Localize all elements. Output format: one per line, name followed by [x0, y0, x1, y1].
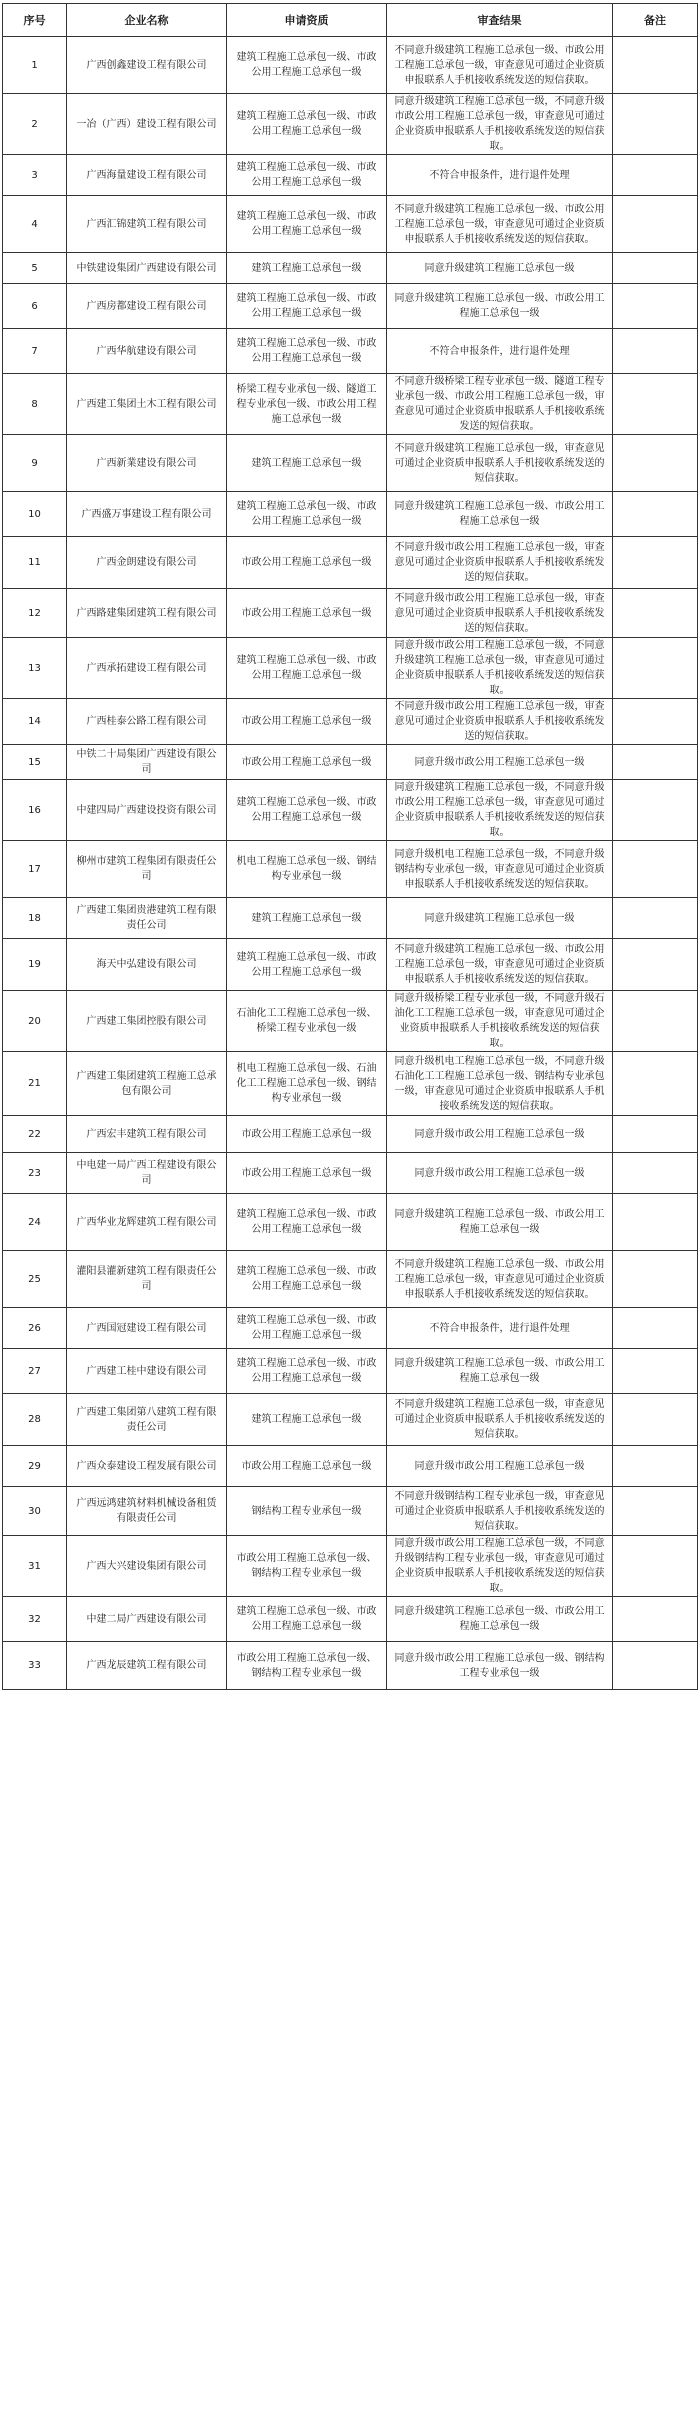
table-row	[3, 991, 698, 1052]
qualification-cell: 建筑工程施工总承包一级	[227, 1394, 387, 1446]
qualification-cell: 市政公用工程施工总承包一级	[227, 1446, 387, 1487]
qualification-cell: 市政公用工程施工总承包一级、钢结构工程专业承包一级	[227, 1536, 387, 1597]
table-row	[3, 374, 698, 435]
company-name-cell: 灌阳县灌新建筑工程有限责任公司	[67, 1251, 227, 1308]
seq-cell: 25	[3, 1251, 67, 1308]
qualification-cell: 建筑工程施工总承包一级、市政公用工程施工总承包一级	[227, 1194, 387, 1251]
seq-cell: 1	[3, 37, 67, 94]
qualification-cell: 建筑工程施工总承包一级、市政公用工程施工总承包一级	[227, 94, 387, 155]
company-name-cell: 一冶（广西）建设工程有限公司	[67, 94, 227, 155]
seq-cell: 23	[3, 1153, 67, 1194]
company-name-cell: 中电建一局广西工程建设有限公司	[67, 1153, 227, 1194]
table-row	[3, 1394, 698, 1446]
result-cell: 同意升级建筑工程施工总承包一级	[387, 898, 613, 939]
qualification-cell: 石油化工工程施工总承包一级、桥梁工程专业承包一级	[227, 991, 387, 1052]
remark-cell	[613, 374, 698, 435]
table-row	[3, 492, 698, 537]
qualification-cell: 桥梁工程专业承包一级、隧道工程专业承包一级、市政公用工程施工总承包一级	[227, 374, 387, 435]
table-row	[3, 589, 698, 638]
result-cell: 同意升级建筑工程施工总承包一级，不同意升级市政公用工程施工总承包一级，审查意见可通过企业资质申报联系人手机接收系统发送的短信获取。	[387, 94, 613, 155]
company-name-cell: 广西大兴建设集团有限公司	[67, 1536, 227, 1597]
table-row	[3, 537, 698, 589]
seq-cell: 19	[3, 939, 67, 991]
qualification-cell: 建筑工程施工总承包一级、市政公用工程施工总承包一级	[227, 638, 387, 699]
result-cell: 不符合申报条件，进行退件处理	[387, 329, 613, 374]
table-row	[3, 898, 698, 939]
table-row	[3, 699, 698, 745]
qualification-cell: 建筑工程施工总承包一级、市政公用工程施工总承包一级	[227, 780, 387, 841]
seq-cell: 4	[3, 196, 67, 253]
result-cell: 不同意升级钢结构工程专业承包一级，审查意见可通过企业资质申报联系人手机接收系统发送的短信获取。	[387, 1487, 613, 1536]
qualification-review-table	[2, 3, 698, 1690]
remark-cell	[613, 492, 698, 537]
remark-cell	[613, 939, 698, 991]
result-cell: 不同意升级建筑工程施工总承包一级、市政公用工程施工总承包一级，审查意见可通过企业资质申报联系人手机接收系统发送的短信获取。	[387, 37, 613, 94]
company-name-cell: 广西远鸿建筑材料机械设备租赁有限责任公司	[67, 1487, 227, 1536]
seq-cell: 8	[3, 374, 67, 435]
seq-cell: 2	[3, 94, 67, 155]
table-row	[3, 1642, 698, 1690]
qualification-cell: 机电工程施工总承包一级、石油化工工程施工总承包一级、钢结构专业承包一级	[227, 1052, 387, 1116]
qualification-cell: 建筑工程施工总承包一级、市政公用工程施工总承包一级	[227, 1597, 387, 1642]
remark-cell	[613, 1194, 698, 1251]
seq-cell: 9	[3, 435, 67, 492]
company-name-cell: 广西国冠建设工程有限公司	[67, 1308, 227, 1349]
result-cell: 同意升级桥梁工程专业承包一级，不同意升级石油化工工程施工总承包一级，审查意见可通过企业资质申报联系人手机接收系统发送的短信获取。	[387, 991, 613, 1052]
remark-cell	[613, 991, 698, 1052]
remark-cell	[613, 253, 698, 284]
company-name-cell: 中建四局广西建设投资有限公司	[67, 780, 227, 841]
company-name-cell: 广西建工集团贵港建筑工程有限责任公司	[67, 898, 227, 939]
seq-cell: 29	[3, 1446, 67, 1487]
company-name-cell: 广西金朗建设有限公司	[67, 537, 227, 589]
qualification-cell: 建筑工程施工总承包一级、市政公用工程施工总承包一级	[227, 155, 387, 196]
qualification-cell: 建筑工程施工总承包一级	[227, 435, 387, 492]
table-row	[3, 780, 698, 841]
qualification-cell: 钢结构工程专业承包一级	[227, 1487, 387, 1536]
seq-cell: 14	[3, 699, 67, 745]
seq-cell: 30	[3, 1487, 67, 1536]
result-cell: 不同意升级桥梁工程专业承包一级、隧道工程专业承包一级、市政公用工程施工总承包一级，审查意见可通过企业资质申报联系人手机接收系统发送的短信获取。	[387, 374, 613, 435]
table-row	[3, 253, 698, 284]
company-name-cell: 广西路建集团建筑工程有限公司	[67, 589, 227, 638]
remark-cell	[613, 699, 698, 745]
result-cell: 同意升级机电工程施工总承包一级，不同意升级钢结构专业承包一级，审查意见可通过企业资质申报联系人手机接收系统发送的短信获取。	[387, 841, 613, 898]
result-cell: 不同意升级建筑工程施工总承包一级，审查意见可通过企业资质申报联系人手机接收系统发送的短信获取。	[387, 435, 613, 492]
table-row	[3, 1349, 698, 1394]
seq-cell: 27	[3, 1349, 67, 1394]
qualification-cell: 市政公用工程施工总承包一级	[227, 537, 387, 589]
result-cell: 同意升级市政公用工程施工总承包一级，不同意升级建筑工程施工总承包一级，审查意见可通过企业资质申报联系人手机接收系统发送的短信获取。	[387, 638, 613, 699]
table-row	[3, 284, 698, 329]
result-cell: 不同意升级建筑工程施工总承包一级、市政公用工程施工总承包一级，审查意见可通过企业资质申报联系人手机接收系统发送的短信获取。	[387, 196, 613, 253]
remark-cell	[613, 155, 698, 196]
qualification-cell: 建筑工程施工总承包一级、市政公用工程施工总承包一级	[227, 1308, 387, 1349]
seq-cell: 24	[3, 1194, 67, 1251]
remark-cell	[613, 1394, 698, 1446]
company-name-cell: 广西桂泰公路工程有限公司	[67, 699, 227, 745]
table-body	[3, 37, 698, 1690]
result-cell: 同意升级市政公用工程施工总承包一级	[387, 1116, 613, 1153]
result-cell: 同意升级建筑工程施工总承包一级、市政公用工程施工总承包一级	[387, 492, 613, 537]
remark-cell	[613, 1349, 698, 1394]
result-cell: 不同意升级市政公用工程施工总承包一级，审查意见可通过企业资质申报联系人手机接收系统发送的短信获取。	[387, 589, 613, 638]
company-name-cell: 广西新業建设有限公司	[67, 435, 227, 492]
seq-cell: 33	[3, 1642, 67, 1690]
qualification-cell: 建筑工程施工总承包一级、市政公用工程施工总承包一级	[227, 1251, 387, 1308]
result-cell: 同意升级建筑工程施工总承包一级、市政公用工程施工总承包一级	[387, 1597, 613, 1642]
seq-cell: 18	[3, 898, 67, 939]
result-cell: 同意升级市政公用工程施工总承包一级、钢结构工程专业承包一级	[387, 1642, 613, 1690]
remark-cell	[613, 1116, 698, 1153]
remark-cell	[613, 1308, 698, 1349]
result-cell: 同意升级建筑工程施工总承包一级、市政公用工程施工总承包一级	[387, 1349, 613, 1394]
table-row	[3, 155, 698, 196]
table-row	[3, 1536, 698, 1597]
result-cell: 同意升级市政公用工程施工总承包一级	[387, 745, 613, 780]
remark-cell	[613, 1052, 698, 1116]
seq-cell: 26	[3, 1308, 67, 1349]
table-row	[3, 1052, 698, 1116]
company-name-cell: 广西承拓建设工程有限公司	[67, 638, 227, 699]
result-cell: 同意升级市政公用工程施工总承包一级	[387, 1446, 613, 1487]
remark-cell	[613, 435, 698, 492]
table-row	[3, 1194, 698, 1251]
table-row	[3, 1116, 698, 1153]
remark-cell	[613, 196, 698, 253]
remark-cell	[613, 745, 698, 780]
remark-cell	[613, 94, 698, 155]
seq-cell: 15	[3, 745, 67, 780]
result-cell: 不同意升级建筑工程施工总承包一级，审查意见可通过企业资质申报联系人手机接收系统发送的短信获取。	[387, 1394, 613, 1446]
result-cell: 不同意升级建筑工程施工总承包一级、市政公用工程施工总承包一级，审查意见可通过企业资质申报联系人手机接收系统发送的短信获取。	[387, 1251, 613, 1308]
qualification-cell: 市政公用工程施工总承包一级	[227, 1153, 387, 1194]
remark-cell	[613, 780, 698, 841]
remark-cell	[613, 898, 698, 939]
company-name-cell: 中铁建设集团广西建设有限公司	[67, 253, 227, 284]
remark-cell	[613, 638, 698, 699]
qualification-cell: 机电工程施工总承包一级、钢结构专业承包一级	[227, 841, 387, 898]
company-name-cell: 中建二局广西建设有限公司	[67, 1597, 227, 1642]
company-name-cell: 广西建工集团第八建筑工程有限责任公司	[67, 1394, 227, 1446]
header-remark: 备注	[613, 4, 698, 37]
company-name-cell: 海天中弘建设有限公司	[67, 939, 227, 991]
table-row	[3, 1153, 698, 1194]
qualification-cell: 建筑工程施工总承包一级	[227, 253, 387, 284]
result-cell: 同意升级市政公用工程施工总承包一级	[387, 1153, 613, 1194]
seq-cell: 3	[3, 155, 67, 196]
company-name-cell: 广西华航建设有限公司	[67, 329, 227, 374]
table-row	[3, 1597, 698, 1642]
qualification-cell: 建筑工程施工总承包一级、市政公用工程施工总承包一级	[227, 37, 387, 94]
seq-cell: 21	[3, 1052, 67, 1116]
seq-cell: 31	[3, 1536, 67, 1597]
remark-cell	[613, 37, 698, 94]
company-name-cell: 广西华业龙辉建筑工程有限公司	[67, 1194, 227, 1251]
company-name-cell: 柳州市建筑工程集团有限责任公司	[67, 841, 227, 898]
company-name-cell: 广西建工集团土木工程有限公司	[67, 374, 227, 435]
seq-cell: 16	[3, 780, 67, 841]
remark-cell	[613, 329, 698, 374]
result-cell: 同意升级市政公用工程施工总承包一级，不同意升级钢结构工程专业承包一级，审查意见可通过企业资质申报联系人手机接收系统发送的短信获取。	[387, 1536, 613, 1597]
result-cell: 不同意升级市政公用工程施工总承包一级，审查意见可通过企业资质申报联系人手机接收系统发送的短信获取。	[387, 537, 613, 589]
result-cell: 不符合申报条件，进行退件处理	[387, 1308, 613, 1349]
remark-cell	[613, 841, 698, 898]
qualification-cell: 建筑工程施工总承包一级、市政公用工程施工总承包一级	[227, 196, 387, 253]
qualification-cell: 市政公用工程施工总承包一级	[227, 1116, 387, 1153]
qualification-cell: 市政公用工程施工总承包一级	[227, 745, 387, 780]
company-name-cell: 广西海量建设工程有限公司	[67, 155, 227, 196]
table-row	[3, 1308, 698, 1349]
table-row	[3, 1251, 698, 1308]
company-name-cell: 广西建工集团建筑工程施工总承包有限公司	[67, 1052, 227, 1116]
remark-cell	[613, 1153, 698, 1194]
table-row	[3, 329, 698, 374]
result-cell: 不同意升级市政公用工程施工总承包一级，审查意见可通过企业资质申报联系人手机接收系统发送的短信获取。	[387, 699, 613, 745]
table-row	[3, 196, 698, 253]
result-cell: 同意升级建筑工程施工总承包一级	[387, 253, 613, 284]
seq-cell: 12	[3, 589, 67, 638]
header-company: 企业名称	[67, 4, 227, 37]
remark-cell	[613, 284, 698, 329]
table-row	[3, 94, 698, 155]
seq-cell: 28	[3, 1394, 67, 1446]
table-row	[3, 435, 698, 492]
seq-cell: 10	[3, 492, 67, 537]
header-result: 审查结果	[387, 4, 613, 37]
table-header-row	[3, 4, 698, 37]
seq-cell: 13	[3, 638, 67, 699]
company-name-cell: 广西盛万事建设工程有限公司	[67, 492, 227, 537]
qualification-cell: 建筑工程施工总承包一级、市政公用工程施工总承包一级	[227, 492, 387, 537]
table-row	[3, 1487, 698, 1536]
table-row	[3, 841, 698, 898]
remark-cell	[613, 1487, 698, 1536]
result-cell: 同意升级建筑工程施工总承包一级、市政公用工程施工总承包一级	[387, 1194, 613, 1251]
table-row	[3, 638, 698, 699]
company-name-cell: 广西创鑫建设工程有限公司	[67, 37, 227, 94]
company-name-cell: 中铁二十局集团广西建设有限公司	[67, 745, 227, 780]
qualification-cell: 建筑工程施工总承包一级、市政公用工程施工总承包一级	[227, 329, 387, 374]
company-name-cell: 广西众泰建设工程发展有限公司	[67, 1446, 227, 1487]
company-name-cell: 广西建工桂中建设有限公司	[67, 1349, 227, 1394]
qualification-cell: 市政公用工程施工总承包一级	[227, 699, 387, 745]
company-name-cell: 广西宏丰建筑工程有限公司	[67, 1116, 227, 1153]
remark-cell	[613, 537, 698, 589]
seq-cell: 20	[3, 991, 67, 1052]
seq-cell: 7	[3, 329, 67, 374]
seq-cell: 32	[3, 1597, 67, 1642]
company-name-cell: 广西建工集团控股有限公司	[67, 991, 227, 1052]
remark-cell	[613, 1597, 698, 1642]
seq-cell: 6	[3, 284, 67, 329]
company-name-cell: 广西房都建设工程有限公司	[67, 284, 227, 329]
result-cell: 不符合申报条件，进行退件处理	[387, 155, 613, 196]
seq-cell: 22	[3, 1116, 67, 1153]
table-row	[3, 745, 698, 780]
header-qualification: 申请资质	[227, 4, 387, 37]
header-seq: 序号	[3, 4, 67, 37]
result-cell: 不同意升级建筑工程施工总承包一级、市政公用工程施工总承包一级，审查意见可通过企业资质申报联系人手机接收系统发送的短信获取。	[387, 939, 613, 991]
company-name-cell: 广西龙辰建筑工程有限公司	[67, 1642, 227, 1690]
qualification-cell: 建筑工程施工总承包一级、市政公用工程施工总承包一级	[227, 284, 387, 329]
qualification-cell: 市政公用工程施工总承包一级	[227, 589, 387, 638]
result-cell: 同意升级机电工程施工总承包一级，不同意升级石油化工工程施工总承包一级、钢结构专业承包一级，审查意见可通过企业资质申报联系人手机接收系统发送的短信获取。	[387, 1052, 613, 1116]
qualification-cell: 市政公用工程施工总承包一级、钢结构工程专业承包一级	[227, 1642, 387, 1690]
table-row	[3, 1446, 698, 1487]
seq-cell: 5	[3, 253, 67, 284]
table-row	[3, 37, 698, 94]
table-row	[3, 939, 698, 991]
qualification-cell: 建筑工程施工总承包一级、市政公用工程施工总承包一级	[227, 939, 387, 991]
remark-cell	[613, 1251, 698, 1308]
remark-cell	[613, 1536, 698, 1597]
seq-cell: 17	[3, 841, 67, 898]
seq-cell: 11	[3, 537, 67, 589]
qualification-cell: 建筑工程施工总承包一级、市政公用工程施工总承包一级	[227, 1349, 387, 1394]
qualification-cell: 建筑工程施工总承包一级	[227, 898, 387, 939]
result-cell: 同意升级建筑工程施工总承包一级，不同意升级市政公用工程施工总承包一级，审查意见可通过企业资质申报联系人手机接收系统发送的短信获取。	[387, 780, 613, 841]
result-cell: 同意升级建筑工程施工总承包一级、市政公用工程施工总承包一级	[387, 284, 613, 329]
remark-cell	[613, 1642, 698, 1690]
remark-cell	[613, 589, 698, 638]
remark-cell	[613, 1446, 698, 1487]
company-name-cell: 广西汇锦建筑工程有限公司	[67, 196, 227, 253]
